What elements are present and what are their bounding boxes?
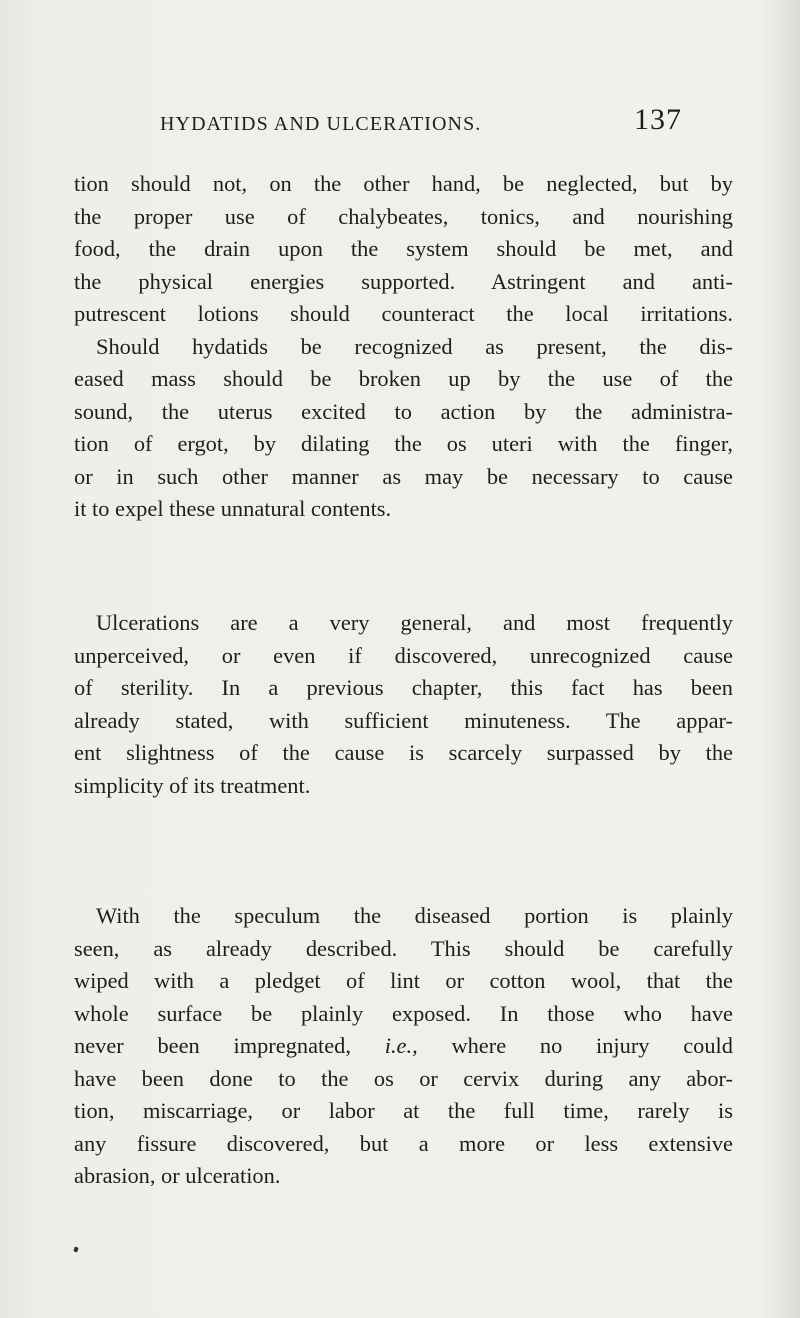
text-line: of sterility. In a previous chapter, this fact has been <box>74 675 733 700</box>
running-head: HYDATIDS AND ULCERATIONS. <box>160 113 482 135</box>
paragraph-2 <box>74 607 733 802</box>
text-line <box>74 1030 733 1063</box>
text-fragment: where no injury could <box>451 1033 733 1058</box>
text-line: or in such other manner as may be necessary to cause <box>74 463 733 489</box>
text-line: tion, miscarriage, or labor at the full time, rarely is <box>74 1098 733 1123</box>
text-line: unperceived, or even if discovered, unrecognized cause <box>74 642 733 668</box>
text-line: any fissure discovered, but a more or less extensive <box>74 1130 733 1156</box>
paragraph-1 <box>74 168 733 526</box>
text-line: Ulcerations are a very general, and most frequently <box>96 610 733 635</box>
text-line: sound, the uterus excited to action by the administra- <box>74 398 733 424</box>
text-line: Should hydatids be recognized as present, the dis- <box>96 333 733 359</box>
text-line: simplicity of its treatment. <box>74 772 311 798</box>
text-line: the proper use of chalybeates, tonics, and nourishing <box>74 203 733 229</box>
text-line: have been done to the os or cervix during any abor- <box>74 1065 733 1091</box>
italic-abbreviation: i.e., <box>384 1033 418 1058</box>
text-line: putrescent lotions should counteract the local irritations. <box>74 301 733 326</box>
text-line: wiped with a pledget of lint or cotton wool, that the <box>74 968 733 993</box>
text-line: the physical energies supported. Astringent and anti- <box>74 268 733 294</box>
text-line: With the speculum the diseased portion is plainly <box>96 903 733 928</box>
text-line: whole surface be plainly exposed. In those who have <box>74 1000 733 1026</box>
text-line: seen, as already described. This should be carefully <box>74 935 733 961</box>
text-line: it to expel these unnatural contents. <box>74 496 392 521</box>
text-line: food, the drain upon the system should be met, and <box>74 236 733 261</box>
text-fragment: never been impregnated, <box>74 1033 351 1058</box>
text-line: tion of ergot, by dilating the os uteri with the finger, <box>74 431 733 456</box>
text-line: already stated, with sufficient minuteness. The appar- <box>74 707 733 733</box>
page-number: 137 <box>634 103 682 136</box>
text-line: ent slightness of the cause is scarcely surpassed by the <box>74 740 733 765</box>
paragraph-3 <box>74 900 733 1193</box>
text-line: abrasion, or ulceration. <box>74 1163 281 1188</box>
text-line: eased mass should be broken up by the use of the <box>74 366 733 391</box>
text-line: tion should not, on the other hand, be neglected, but by <box>74 171 733 196</box>
